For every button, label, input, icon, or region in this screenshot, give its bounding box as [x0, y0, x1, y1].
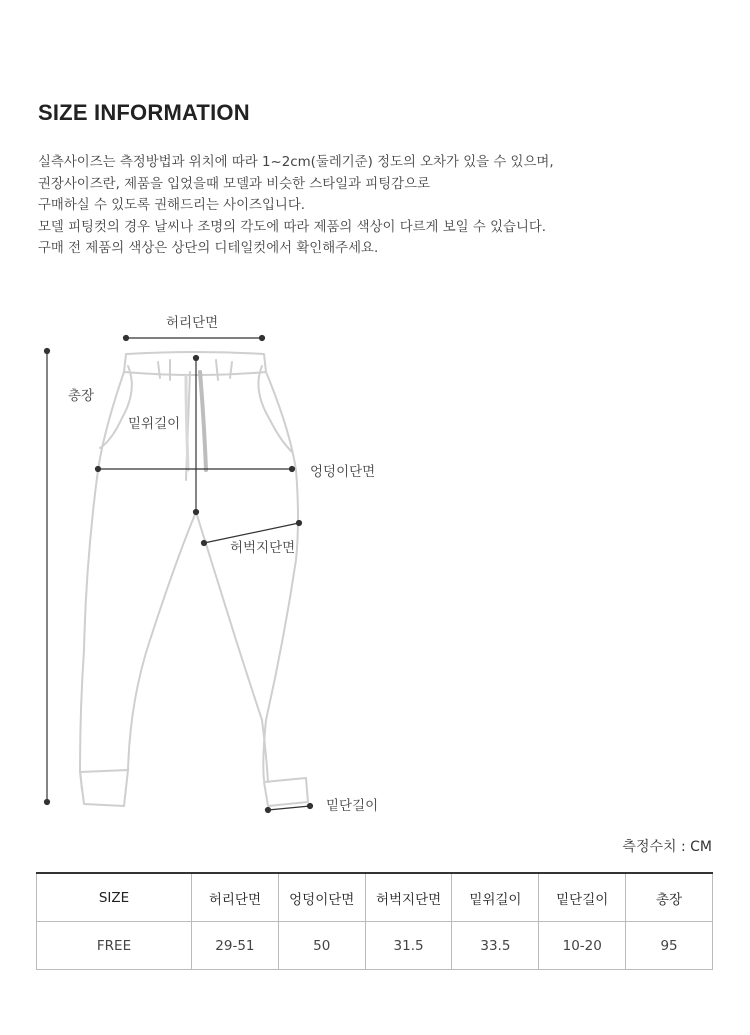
table-cell: 95 [626, 922, 713, 970]
table-cell: 29-51 [192, 922, 279, 970]
pants-measurement-diagram [0, 300, 420, 820]
unit-label: 측정수치 : CM [622, 839, 712, 855]
table-header: 엉덩이단면 [278, 873, 365, 922]
table-header: 허벅지단면 [365, 873, 452, 922]
table-cell: 31.5 [365, 922, 452, 970]
page-title: SIZE INFORMATION [38, 100, 250, 125]
table-cell: 10-20 [539, 922, 626, 970]
description-line: 구매하실 수 있도록 권해드리는 사이즈입니다. [38, 198, 306, 213]
thigh-label: 허벅지단면 [230, 540, 296, 556]
table-header: 총장 [626, 873, 713, 922]
description-line: 권장사이즈란, 제품을 입었을때 모델과 비슷한 스타일과 피팅감으로 [38, 176, 430, 192]
size-table [36, 872, 713, 970]
table-row [37, 922, 713, 970]
size-description [38, 152, 728, 260]
table-header-row [37, 873, 713, 922]
hem-label: 밑단길이 [326, 798, 379, 814]
rise-label: 밑위길이 [128, 416, 181, 432]
pants-illustration [0, 300, 420, 820]
table-cell: 50 [278, 922, 365, 970]
table-cell: FREE [37, 922, 192, 970]
table-header: SIZE [37, 873, 192, 922]
table-header: 허리단면 [192, 873, 279, 922]
length-label: 총장 [68, 388, 95, 404]
table-header: 밑위길이 [452, 873, 539, 922]
description-line: 실측사이즈는 측정방법과 위치에 따라 1~2cm(둘레기준) 정도의 오차가 있을 수 있으며, [38, 155, 554, 170]
waist-label: 허리단면 [166, 315, 219, 331]
description-line: 모델 피팅컷의 경우 날씨나 조명의 각도에 따라 제품의 색상이 다르게 보일 수 있습니다. [38, 219, 547, 235]
description-line: 구매 전 제품의 색상은 상단의 디테일컷에서 확인해주세요. [38, 241, 379, 256]
hip-label: 엉덩이단면 [310, 464, 376, 480]
table-header: 밑단길이 [539, 873, 626, 922]
table-cell: 33.5 [452, 922, 539, 970]
